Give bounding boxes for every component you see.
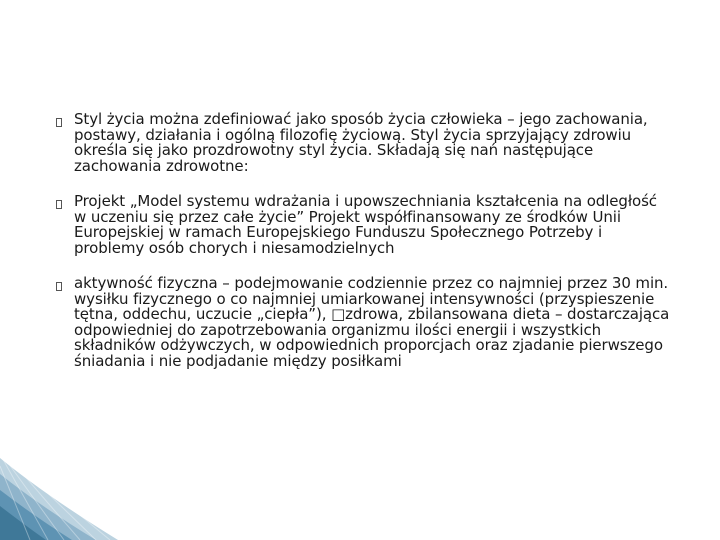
bullet-item-project: [50, 194, 670, 256]
bullet-text: aktywność fizyczna – podejmowanie codziennie przez co najmniej przez 30 min. wysiłku fizycznego o co najmniej umiarkowanej intensywności (przyspieszenie tętna, oddechu, uczucie „ciepła”), □zdrowa, zbilansowana dieta – dostarczająca odpowiedniej do zapotrzebowania organizmu ilości energii i wszystkich składników odżywczych, w odpowiednich proporcjach oraz zjadanie pierwszego śniadania i nie podjadanie między posiłkami: [74, 274, 670, 370]
square-bullet-icon: [56, 200, 62, 209]
corner-decoration: [0, 440, 120, 540]
square-bullet-icon: [56, 282, 62, 291]
bullet-text: Projekt „Model systemu wdrażania i upowszechniania kształcenia na odległość w uczeniu się przez całe życie” Projekt współfinansowany ze środków Unii Europejskiej w ramach Europejskiego Funduszu Społecznego Potrzeby i problemy osób chorych i niesamodzielnych: [74, 192, 657, 257]
bullet-item-lifestyle: [50, 112, 670, 174]
bullet-text: Styl życia można zdefiniować jako sposób życia człowieka – jego zachowania, postawy, działania i ogólną filozofię życiową. Styl życia sprzyjający zdrowiu określa się jako prozdrowotny styl życia. Składają się nań następujące zachowania zdrowotne:: [74, 110, 648, 175]
bullet-item-activity: [50, 276, 670, 369]
square-bullet-icon: [56, 118, 62, 127]
bullet-list: [50, 112, 670, 369]
